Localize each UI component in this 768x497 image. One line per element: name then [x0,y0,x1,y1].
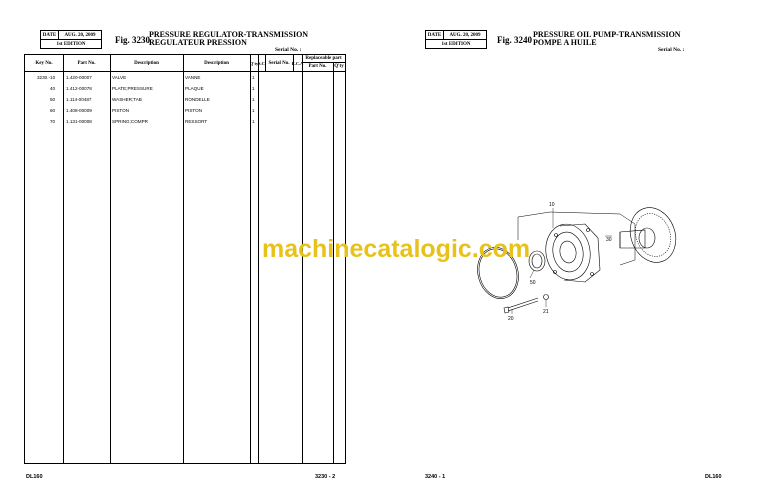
row-description-fr: RESSORT [185,119,208,124]
right-date-label: DATE [426,31,444,39]
col-qty: Q'ty [249,60,259,66]
row-part-no: 1.131-00008 [66,119,92,124]
callout-20: 20 [508,316,514,322]
callout-50: 50 [530,280,536,286]
left-date-value: AUG. 20, 2009 [64,32,96,38]
row-key-no: 40 [50,86,56,91]
left-edition: 1st EDITION [56,41,86,47]
right-title-line1: PRESSURE OIL PUMP-TRANSMISSION [533,30,681,39]
col-description-fr: Description [204,60,229,66]
right-title [533,31,681,47]
callout-30: 30 [606,237,612,243]
row-description-fr: VANNE [185,75,201,80]
row-qty: 1 [252,108,255,113]
left-date-box [40,30,102,49]
left-date-label: DATE [41,31,59,39]
row-key-no: 70 [50,119,56,124]
row-description-fr: PLAQUE [185,86,204,91]
left-serial-label: Serial No. : [275,47,302,53]
row-qty: 1 [252,75,255,80]
col-replaceable-part: Replaceable part [305,56,342,61]
right-serial-label: Serial No. : [658,47,685,53]
row-key-no: 60 [50,108,56,113]
row-qty: 1 [252,86,255,91]
row-part-no: 1.420-00007 [66,75,92,80]
right-fig-label: Fig. 3240 [497,35,532,45]
row-description-fr: RONDELLE [185,97,210,102]
right-edition: 1st EDITION [441,41,471,47]
col-part-no: Part No. [77,60,96,66]
row-description-en: VALVE [112,75,127,80]
callout-21: 21 [543,309,549,315]
row-description-en: PLATE;PRESSURE [112,86,153,91]
row-key-no: 50 [50,97,56,102]
flange-gear-shape [623,201,683,269]
row-part-no: 1.408-00009 [66,108,92,113]
left-footer-model: DL160 [26,474,43,480]
row-description-en: SPRING;COMPR [112,119,148,124]
row-qty: 1 [252,97,255,102]
left-title-line1: PRESSURE REGULATOR-TRANSMISSION [149,30,309,39]
row-description-en: PISTON [112,108,130,113]
row-description-fr: PISTON [185,108,203,113]
right-footer-page: 3240 - 1 [425,474,446,480]
row-part-no: 1.412-00078 [66,86,92,91]
col-rep-part-no: Part No. [308,64,327,69]
watermark-text: machinecatalogic.com [262,235,531,263]
row-qty: 1 [252,119,255,124]
callout-10: 10 [549,202,555,208]
col-sc: S.C [258,60,265,66]
right-date-box [425,30,487,49]
right-title-line2: POMPE A HUILE [533,38,597,47]
left-title-line2: REGULATEUR PRESSION [149,38,247,47]
col-eca: E.C.A [291,60,304,66]
col-description-en: Description [134,60,159,66]
left-footer-page: 3230 - 2 [315,474,336,480]
row-part-no: 1.114-00487 [66,97,92,102]
row-key-no: 3230.-10 [37,75,56,80]
row-description-en: WASHER;TAB [112,97,142,102]
col-key-no: Key No. [35,60,53,66]
right-footer-model: DL160 [705,474,722,480]
left-title [149,31,308,47]
right-date-value: AUG. 20, 2009 [449,32,481,38]
col-rep-qty: Q'ty [334,64,344,69]
left-fig-label: Fig. 3230 [115,35,150,45]
col-serial-no: Serial No. [268,60,290,66]
